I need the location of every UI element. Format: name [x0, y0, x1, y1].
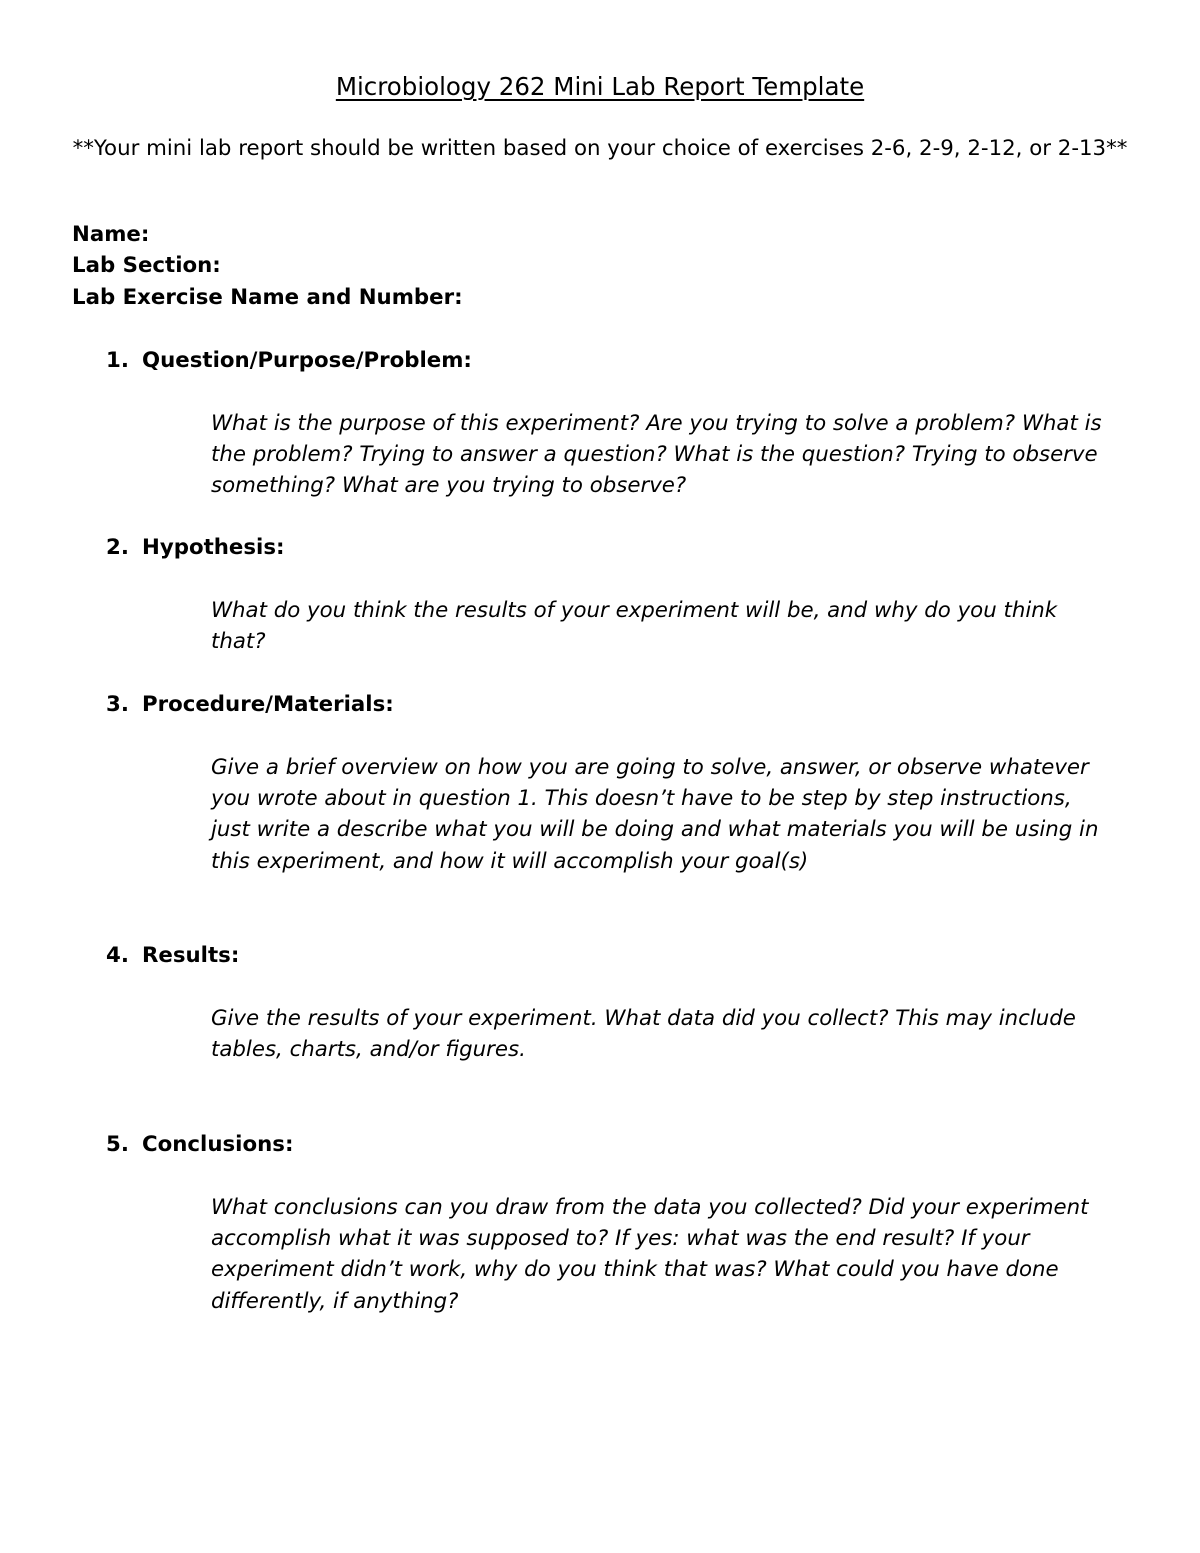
document-title: Microbiology 262 Mini Lab Report Template	[335, 72, 865, 101]
section-prompt: Give a brief overview on how you are going to solve, answer, or observe whatever you wrote about in question 1. This doesn’t have to be step by step instructions, just write a describe what you will be doing and what materials you will be using in this experiment, and how it will accomplish your goal(s)	[211, 755, 1099, 874]
instruction-note: **Your mini lab report should be written based on your choice of exercises 2-6, 2-9, 2-12, or 2-13**	[72, 136, 1128, 161]
section-title: Question/Purpose/Problem:	[142, 348, 472, 373]
section-heading	[106, 941, 1126, 971]
section-heading	[106, 346, 1126, 376]
section-number: 5.	[106, 1132, 129, 1157]
section-number: 2.	[106, 535, 129, 560]
section-procedure-materials	[106, 690, 1126, 877]
section-heading	[106, 1130, 1126, 1160]
section-hypothesis	[106, 533, 1126, 657]
section-prompt: What do you think the results of your experiment will be, and why do you think that?	[211, 598, 1058, 655]
section-prompt: Give the results of your experiment. What data did you collect? This may include tables, charts, and/or figures.	[211, 1006, 1076, 1063]
section-heading	[106, 690, 1126, 720]
section-prompt: What is the purpose of this experiment? Are you trying to solve a problem? What is the problem? Trying to answer a question? What is the question? Trying to observe something? What are you trying to observe?	[211, 411, 1102, 499]
section-title: Hypothesis:	[142, 535, 285, 560]
section-number: 4.	[106, 943, 129, 968]
section-number: 1.	[106, 348, 129, 373]
section-title: Conclusions:	[142, 1132, 294, 1157]
lab-section-field-label: Lab Section:	[72, 253, 221, 278]
section-results	[106, 941, 1126, 1065]
section-title: Procedure/Materials:	[142, 692, 394, 717]
section-prompt: What conclusions can you draw from the data you collected? Did your experiment accomplish what it was supposed to? If yes: what was the end result? If your experiment didn’t work, why do you think that was? What could you have done differently, if anything?	[211, 1195, 1089, 1314]
section-question-purpose-problem	[106, 346, 1126, 502]
section-heading	[106, 533, 1126, 563]
section-number: 3.	[106, 692, 129, 717]
section-conclusions	[106, 1130, 1126, 1317]
name-field-label: Name:	[72, 222, 150, 247]
lab-exercise-field-label: Lab Exercise Name and Number:	[72, 285, 463, 310]
section-title: Results:	[142, 943, 240, 968]
